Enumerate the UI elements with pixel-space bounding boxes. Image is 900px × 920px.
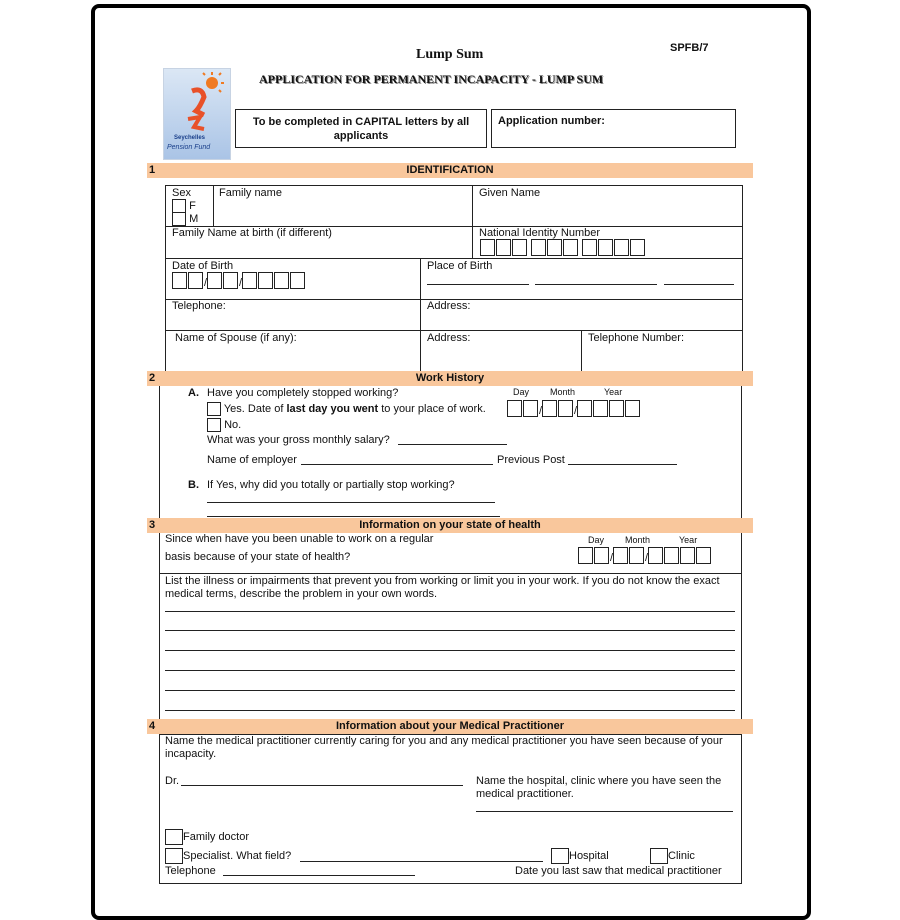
health-day-label: Day [588,535,605,545]
sex-m-checkbox[interactable] [172,212,186,226]
hospital-line[interactable] [476,811,733,812]
question-b-letter: B. [188,479,199,491]
illness-line-3[interactable] [165,650,735,651]
no-checkbox[interactable] [207,418,221,432]
logo-text-2: Pension Fund [167,144,211,151]
family-name-birth-label: Family Name at birth (if different) [172,227,332,239]
hospital-label: Hospital [569,849,609,862]
specialist-label: Specialist. What field? [183,849,292,862]
last-day-cells[interactable]: / / [507,400,641,417]
section-2-header [147,371,753,386]
specialist-field-line[interactable] [300,861,543,862]
question-b-text: If Yes, why did you totally or partially stop working? [207,479,455,491]
national-id-cells[interactable] [480,239,646,256]
illness-line-1[interactable] [165,611,735,612]
reason-line-2[interactable] [207,516,500,517]
yes-text-pre: Yes. Date of [223,402,287,415]
illness-line-4[interactable] [165,670,735,671]
illness-line-5[interactable] [165,690,735,691]
pension-fund-logo [163,68,231,160]
since-when-line-2: basis because of your state of health? [165,551,351,563]
spouse-telephone-label: Telephone Number: [588,332,685,344]
family-name-label: Family name [219,187,282,199]
section-3-title: Information on your state of health [359,519,541,531]
sex-f-label: F [189,199,196,212]
medical-intro: Name the medical practitioner currently caring for you and any medical practitioner you have seen because of your incapacity. [165,735,723,760]
section-2-number: 2 [149,372,156,384]
place-of-birth-line-2[interactable] [535,284,657,285]
hospital-checkbox[interactable] [551,848,569,864]
salary-label: What was your gross monthly salary? [207,434,390,446]
given-name-label: Given Name [479,187,541,199]
clinic-label: Clinic [668,849,695,862]
form-code: SPFB/7 [670,42,709,54]
medical-telephone-label: Telephone [165,865,216,877]
medical-telephone-line[interactable] [223,875,415,876]
address-label: Address: [427,300,471,312]
telephone-label: Telephone: [172,300,226,312]
since-when-line-1: Since when have you been unable to work on a regular [165,533,434,545]
sex-m-label: M [189,212,199,225]
no-label: No. [224,418,242,431]
section-3-number: 3 [149,519,156,531]
dob-label: Date of Birth [172,260,234,272]
national-id-label: National Identity Number [479,227,601,239]
place-of-birth-label: Place of Birth [427,260,493,272]
employer-line[interactable] [301,464,493,465]
employer-label: Name of employer [207,454,297,466]
work-month-label: Month [550,387,576,397]
salary-line[interactable] [398,444,507,445]
reason-line-1[interactable] [207,502,495,503]
clinic-checkbox[interactable] [650,848,668,864]
dob-cells[interactable]: / / [172,272,306,289]
sex-label: Sex [172,187,191,199]
section-4-header [147,719,753,734]
health-year-label: Year [679,535,698,545]
place-of-birth-line-3[interactable] [664,284,734,285]
question-a-text: Have you completely stopped working? [207,387,399,399]
place-of-birth-line-1[interactable] [427,284,529,285]
application-number-label: Application number: [498,115,605,127]
previous-post-line[interactable] [568,464,677,465]
section-2-title: Work History [415,372,485,384]
logo-text-1: Seychelles [174,135,206,141]
section-4-number: 4 [149,720,156,732]
specialist-checkbox[interactable] [165,848,183,864]
section-3-header [147,518,753,533]
capital-letters-note: To be completed in CAPITAL letters by all applicants [252,116,470,142]
doctor-label: Dr. [165,775,180,787]
sex-f-checkbox[interactable] [172,199,186,213]
date-last-saw-label: Date you last saw that medical practitioner [515,865,722,877]
form-subtitle: APPLICATION FOR PERMANENT INCAPACITY - LUMP SUM [259,72,604,86]
yes-text-bold: last day you went [286,402,379,415]
health-month-label: Month [625,535,651,545]
doctor-name-line[interactable] [181,785,463,786]
previous-post-label: Previous Post [497,454,565,466]
spouse-address-label: Address: [427,332,471,344]
work-day-label: Day [513,387,530,397]
spouse-name-label: Name of Spouse (if any): [175,332,297,344]
section-1-header [147,163,753,178]
hospital-instructions: Name the hospital, clinic where you have seen the medical practitioner. [476,775,722,800]
illness-line-6[interactable] [165,710,735,711]
since-date-cells[interactable]: / / [578,547,712,564]
yes-text-post: to your place of work. [378,402,486,415]
section-4-title: Information about your Medical Practitioner [336,720,564,732]
illness-line-2[interactable] [165,630,735,631]
form-title: Lump Sum [416,47,484,62]
illness-instructions: List the illness or impairments that prevent you from working or limit you in your work. If you do not know the exact medical terms, describe the problem in your own words. [165,575,720,600]
family-doctor-label: Family doctor [183,830,250,843]
question-a-letter: A. [188,387,199,399]
yes-checkbox[interactable] [207,402,221,416]
section-1-title: IDENTIFICATION [406,164,494,176]
section-1-number: 1 [149,164,156,176]
work-year-label: Year [604,387,623,397]
family-doctor-checkbox[interactable] [165,829,183,845]
